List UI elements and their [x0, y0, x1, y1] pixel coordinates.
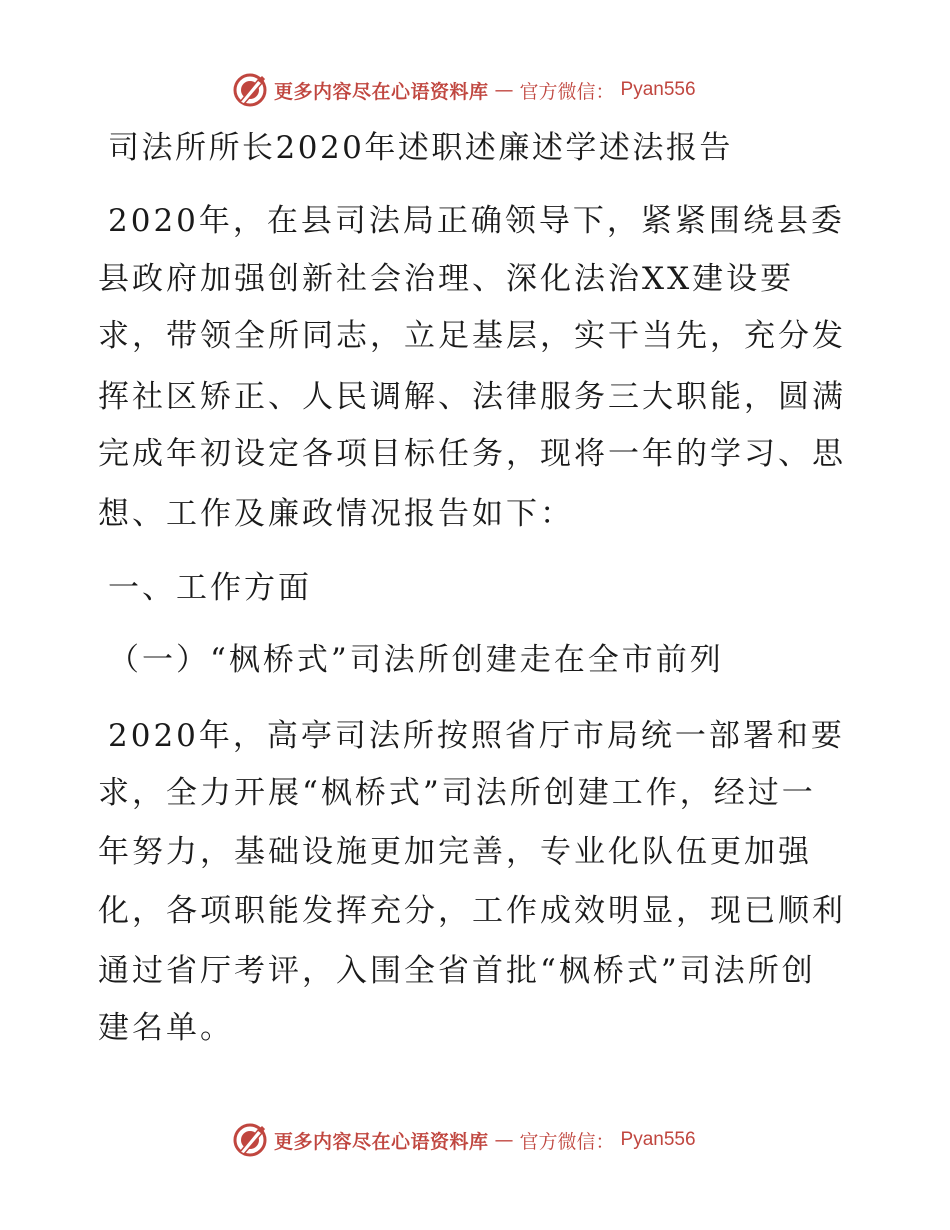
intro-line: 县政府加强创新社会治理、深化法治XX建设要 [98, 261, 795, 297]
pen-logo-icon [232, 1122, 268, 1158]
intro-line: 完成年初设定各项目标任务，现将一年的学习、思 [98, 436, 846, 472]
watermark-wechat-id: Pyan556 [620, 1129, 696, 1150]
intro-line: 2020年，在县司法局正确领导下，紧紧围绕县委 [108, 203, 845, 239]
watermark-separator: — [494, 79, 514, 101]
body-line: 年努力，基础设施更加完善，专业化队伍更加强 [98, 834, 812, 870]
document-title: 司法所所长2020年述职述廉述学述法报告 [108, 130, 733, 166]
intro-line: 想、工作及廉政情况报告如下： [98, 496, 574, 532]
watermark-main-text: 更多内容尽在心语资料库 [274, 1130, 489, 1153]
intro-line: 挥社区矫正、人民调解、法律服务三大职能，圆满 [98, 379, 846, 415]
body-line: 2020年，高亭司法所按照省厅市局统一部署和要 [108, 718, 845, 754]
watermark-wechat-id: Pyan556 [620, 79, 696, 100]
watermark-banner-bottom [232, 1120, 696, 1160]
body-line: 通过省厅考评，入围全省首批“枫桥式”司法所创 [98, 953, 816, 989]
body-line: 建名单。 [98, 1010, 234, 1046]
watermark-label: 官方微信： [519, 1130, 615, 1153]
pen-logo-icon [232, 72, 268, 108]
watermark-separator: — [494, 1129, 514, 1151]
intro-line: 求，带领全所同志，立足基层，实干当先，充分发 [98, 318, 846, 354]
body-line: 求，全力开展“枫桥式”司法所创建工作，经过一 [98, 775, 816, 811]
section-heading: 一、工作方面 [108, 570, 312, 606]
subsection-heading: （一）“枫桥式”司法所创建走在全市前列 [108, 642, 724, 678]
watermark-label: 官方微信： [519, 80, 615, 103]
watermark-banner-top [232, 70, 696, 110]
watermark-main-text: 更多内容尽在心语资料库 [274, 80, 489, 103]
body-line: 化，各项职能发挥充分，工作成效明显，现已顺利 [98, 893, 846, 929]
